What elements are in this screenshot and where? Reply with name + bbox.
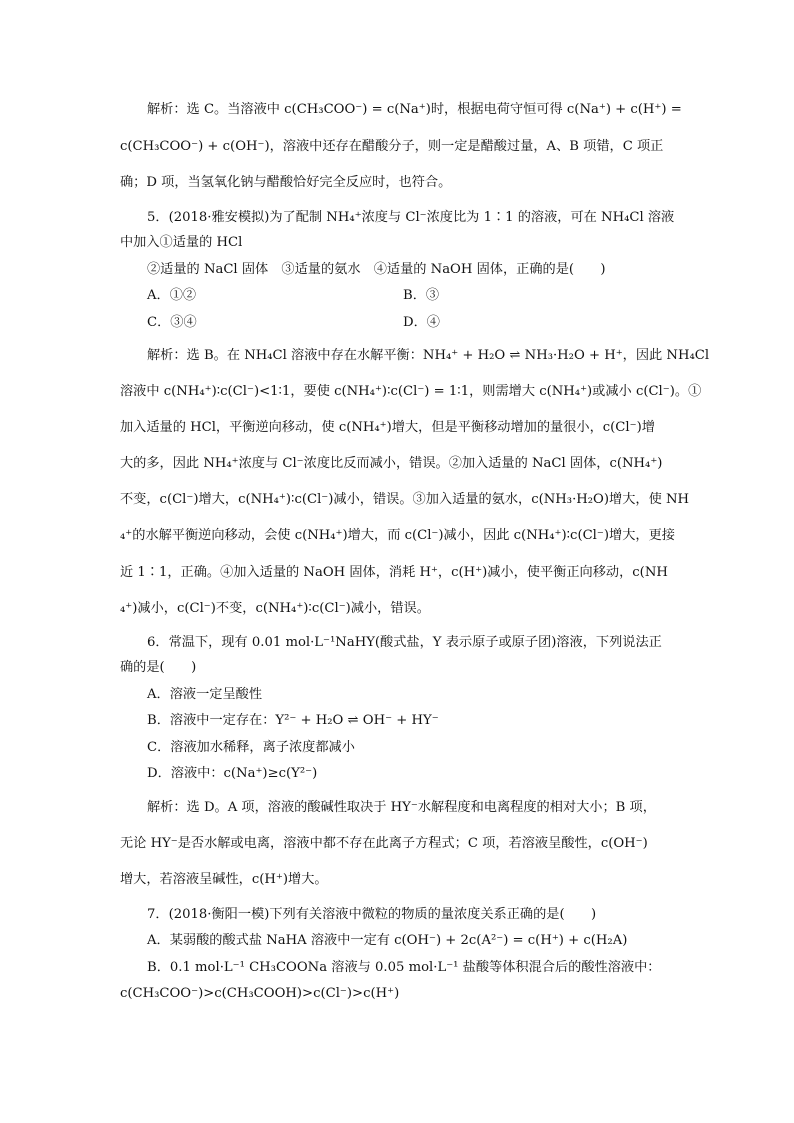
option-c: C．溶液加水稀释，离子浓度都减小	[147, 740, 355, 755]
text-line: 5．(2018·雅安模拟)为了配制 NH₄⁺浓度与 Cl⁻浓度比为 1∶1 的溶液，可在 NH₄Cl 溶液	[147, 210, 675, 225]
text-line: ②适量的 NaCl 固体 ③适量的氨水 ④适量的 NaOH 固体，正确的是( )	[147, 262, 606, 277]
text-line: c(CH₃COO⁻) + c(OH⁻)，溶液中还存在醋酸分子，则一定是醋酸过量，A、B 项错，C 项正	[120, 139, 664, 154]
text-line: B．0.1 mol·L⁻¹ CH₃COONa 溶液与 0.05 mol·L⁻¹ 盐酸等体积混合后的酸性溶液中：	[147, 960, 661, 975]
option-d: D．④	[403, 315, 440, 330]
text-line: 6．常温下，现有 0.01 mol·L⁻¹NaHY(酸式盐，Y 表示原子或原子团)溶液，下列说法正	[147, 635, 662, 650]
option-b: B．溶液中一定存在：Y²⁻ + H₂O ⇌ OH⁻ + HY⁻	[147, 713, 439, 728]
text-line: 解析：选 B。在 NH₄Cl 溶液中存在水解平衡：NH₄⁺ + H₂O ⇌ NH₃·H₂O + H⁺，因此 NH₄Cl	[147, 348, 710, 363]
text-line: 中加入①适量的 HCl	[120, 235, 243, 250]
text-line: 不变，c(Cl⁻)增大，c(NH₄⁺)∶c(Cl⁻)减小，错误。③加入适量的氨水，c(NH₃·H₂O)增大，使 NH	[120, 492, 689, 507]
text-line: ₄⁺)减小，c(Cl⁻)不变，c(NH₄⁺)∶c(Cl⁻)减小，错误。	[120, 601, 430, 616]
option-c: C．③④	[147, 315, 197, 330]
option-a: A．①②	[147, 288, 197, 303]
text-line: 解析：选 C。当溶液中 c(CH₃COO⁻) = c(Na⁺)时，根据电荷守恒可得 c(Na⁺) + c(H⁺) =	[147, 102, 682, 117]
text-line: 确的是( )	[120, 660, 197, 675]
text-line: 大的多，因此 NH₄⁺浓度与 Cl⁻浓度比反而减小，错误。②加入适量的 NaCl 固体，c(NH₄⁺)	[120, 456, 663, 471]
text-line: 加入适量的 HCl，平衡逆向移动，使 c(NH₄⁺)增大，但是平衡移动增加的量很小，c(Cl⁻)增	[120, 420, 655, 435]
text-line: 解析：选 D。A 项，溶液的酸碱性取决于 HY⁻水解程度和电离程度的相对大小；B 项，	[147, 800, 656, 815]
option-b: B．③	[403, 288, 440, 303]
text-line: 增大，若溶液呈碱性，c(H⁺)增大。	[120, 872, 328, 887]
text-line: 溶液中 c(NH₄⁺)∶c(Cl⁻)<1∶1，要使 c(NH₄⁺)∶c(Cl⁻) = 1∶1，则需增大 c(NH₄⁺)或减小 c(Cl⁻)。①	[120, 384, 702, 399]
text-line: c(CH₃COO⁻)>c(CH₃COOH)>c(Cl⁻)>c(H⁺)	[120, 986, 400, 1001]
option-a: A．溶液一定呈酸性	[147, 687, 263, 702]
text-line: ₄⁺的水解平衡逆向移动，会使 c(NH₄⁺)增大，而 c(Cl⁻)减小，因此 c(NH₄⁺)∶c(Cl⁻)增大，更接	[120, 528, 675, 543]
text-line: 确；D 项，当氢氧化钠与醋酸恰好完全反应时，也符合。	[120, 175, 452, 190]
text-line: 近 1∶1，正确。④加入适量的 NaOH 固体，消耗 H⁺，c(H⁺)减小，使平衡正向移动，c(NH	[120, 565, 668, 580]
option-d: D．溶液中：c(Na⁺)≥c(Y²⁻)	[147, 766, 318, 781]
text-line: 无论 HY⁻是否水解或电离，溶液中都不存在此离子方程式；C 项，若溶液呈酸性，c(OH⁻)	[120, 836, 648, 851]
text-line: A．某弱酸的酸式盐 NaHA 溶液中一定有 c(OH⁻) + 2c(A²⁻) = c(H⁺) + c(H₂A)	[147, 933, 628, 948]
text-line: 7．(2018·衡阳一模)下列有关溶液中微粒的物质的量浓度关系正确的是( )	[147, 907, 597, 922]
